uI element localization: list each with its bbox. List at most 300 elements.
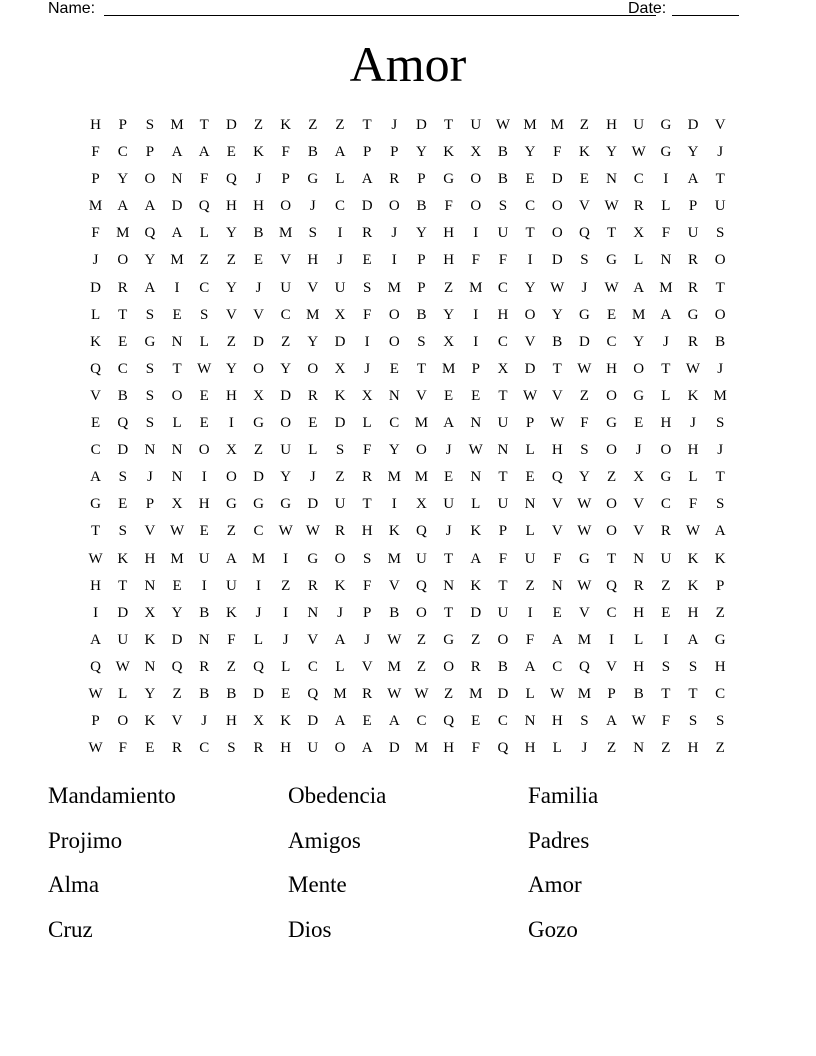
grid-letter[interactable]: S — [716, 415, 725, 432]
grid-letter[interactable]: P — [362, 604, 372, 621]
grid-letter[interactable]: D — [334, 333, 346, 350]
grid-letter[interactable]: L — [308, 442, 318, 459]
grid-letter[interactable]: V — [416, 387, 427, 404]
grid-letter[interactable]: D — [171, 631, 183, 648]
grid-letter[interactable]: L — [634, 631, 644, 648]
grid-letter[interactable]: R — [688, 279, 699, 296]
grid-letter[interactable]: O — [280, 415, 292, 432]
grid-letter[interactable]: C — [389, 415, 400, 432]
grid-letter[interactable]: V — [307, 631, 319, 648]
grid-letter[interactable]: D — [117, 604, 129, 621]
grid-letter[interactable]: X — [443, 333, 455, 350]
grid-letter[interactable]: N — [524, 496, 536, 513]
grid-letter[interactable]: S — [661, 658, 671, 675]
grid-letter[interactable]: J — [445, 442, 452, 459]
grid-letter[interactable]: Q — [144, 225, 156, 242]
grid-letter[interactable]: I — [473, 333, 479, 350]
grid-letter[interactable]: U — [198, 550, 210, 567]
grid-letter[interactable]: Y — [144, 685, 156, 702]
grid-letter[interactable]: J — [581, 279, 588, 296]
grid-letter[interactable]: H — [280, 740, 292, 757]
grid-letter[interactable]: M — [441, 360, 456, 377]
grid-letter[interactable]: L — [525, 523, 535, 540]
grid-letter[interactable]: O — [633, 360, 645, 377]
grid-letter[interactable]: W — [685, 360, 701, 377]
grid-letter[interactable]: J — [391, 225, 398, 242]
grid-letter[interactable]: M — [414, 469, 429, 486]
grid-letter[interactable]: N — [443, 577, 455, 594]
grid-letter[interactable]: N — [388, 387, 400, 404]
grid-letter[interactable]: F — [362, 442, 372, 459]
grid-letter[interactable]: R — [633, 577, 644, 594]
grid-letter[interactable]: N — [171, 442, 183, 459]
grid-letter[interactable]: S — [308, 225, 317, 242]
grid-letter[interactable]: L — [335, 171, 345, 188]
grid-letter[interactable]: I — [663, 171, 669, 188]
grid-letter[interactable]: P — [417, 171, 426, 188]
grid-letter[interactable]: E — [226, 144, 236, 161]
grid-letter[interactable]: O — [171, 387, 183, 404]
grid-letter[interactable]: G — [443, 171, 455, 188]
grid-letter[interactable]: M — [632, 306, 646, 323]
grid-letter[interactable]: X — [171, 496, 183, 513]
grid-letter[interactable]: W — [278, 523, 293, 540]
grid-letter[interactable]: W — [550, 415, 565, 432]
grid-letter[interactable]: Q — [443, 713, 455, 730]
grid-letter[interactable]: G — [660, 117, 672, 133]
grid-letter[interactable]: Z — [606, 740, 617, 757]
grid-letter[interactable]: G — [307, 550, 319, 567]
grid-letter[interactable]: U — [443, 496, 455, 513]
grid-letter[interactable]: A — [171, 144, 183, 161]
grid-letter[interactable]: N — [551, 577, 563, 594]
grid-letter[interactable]: D — [253, 685, 264, 702]
grid-letter[interactable]: L — [118, 685, 128, 702]
grid-letter[interactable]: M — [333, 685, 347, 702]
grid-letter[interactable]: U — [280, 442, 292, 459]
grid-letter[interactable]: L — [661, 198, 671, 215]
grid-letter[interactable]: V — [524, 333, 536, 350]
grid-letter[interactable]: F — [553, 144, 562, 161]
grid-letter[interactable]: D — [578, 333, 590, 350]
grid-letter[interactable]: B — [253, 225, 264, 242]
grid-letter[interactable]: K — [334, 387, 346, 404]
grid-letter[interactable]: O — [388, 198, 400, 215]
grid-letter[interactable]: L — [362, 415, 372, 432]
grid-letter[interactable]: R — [253, 740, 264, 757]
grid-letter[interactable]: E — [199, 523, 209, 540]
grid-letter[interactable]: P — [417, 252, 426, 269]
grid-letter[interactable]: L — [688, 469, 698, 486]
grid-letter[interactable]: E — [172, 577, 182, 594]
grid-letter[interactable]: S — [145, 306, 155, 323]
grid-letter[interactable]: C — [660, 496, 671, 513]
grid-letter[interactable]: M — [387, 550, 401, 567]
grid-letter[interactable]: T — [118, 577, 128, 594]
grid-letter[interactable]: C — [497, 713, 508, 730]
grid-letter[interactable]: S — [580, 713, 589, 730]
grid-letter[interactable]: H — [225, 387, 237, 404]
grid-letter[interactable]: W — [577, 523, 592, 540]
grid-letter[interactable]: G — [307, 171, 319, 188]
grid-letter[interactable]: K — [388, 523, 400, 540]
grid-letter[interactable]: D — [280, 387, 292, 404]
grid-letter[interactable]: E — [199, 387, 209, 404]
grid-letter[interactable]: J — [662, 333, 669, 350]
grid-letter[interactable]: U — [117, 631, 129, 648]
grid-letter[interactable]: F — [444, 198, 453, 215]
grid-letter[interactable]: I — [473, 306, 479, 323]
grid-letter[interactable]: G — [687, 306, 699, 323]
grid-letter[interactable]: H — [225, 713, 237, 730]
grid-letter[interactable]: W — [577, 577, 592, 594]
grid-letter[interactable]: K — [280, 117, 292, 133]
grid-letter[interactable]: Z — [226, 658, 236, 675]
grid-letter[interactable]: V — [253, 306, 264, 323]
grid-letter[interactable]: A — [660, 306, 672, 323]
grid-letter[interactable]: F — [688, 496, 698, 513]
grid-letter[interactable]: Z — [281, 333, 291, 350]
grid-letter[interactable]: I — [473, 225, 479, 242]
grid-letter[interactable]: R — [660, 523, 671, 540]
grid-letter[interactable]: S — [200, 306, 209, 323]
grid-letter[interactable]: Z — [172, 685, 182, 702]
grid-letter[interactable]: T — [715, 279, 725, 296]
grid-letter[interactable]: J — [337, 604, 343, 621]
grid-letter[interactable]: A — [198, 144, 210, 161]
grid-letter[interactable]: W — [387, 631, 402, 648]
grid-letter[interactable]: J — [255, 604, 262, 621]
grid-letter[interactable]: Z — [199, 252, 209, 269]
grid-letter[interactable]: P — [471, 360, 480, 377]
grid-letter[interactable]: I — [228, 415, 234, 432]
grid-letter[interactable]: T — [715, 171, 725, 188]
grid-letter[interactable]: B — [633, 685, 644, 702]
grid-letter[interactable]: Z — [579, 117, 589, 133]
grid-letter[interactable]: E — [253, 252, 264, 269]
grid-letter[interactable]: X — [470, 144, 482, 161]
grid-letter[interactable]: V — [551, 496, 563, 513]
grid-letter[interactable]: E — [118, 496, 128, 513]
grid-letter[interactable]: P — [716, 577, 725, 594]
grid-letter[interactable]: Z — [226, 333, 236, 350]
grid-letter[interactable]: H — [687, 442, 699, 459]
grid-letter[interactable]: N — [497, 442, 509, 459]
grid-letter[interactable]: G — [253, 415, 264, 432]
grid-letter[interactable]: A — [361, 171, 373, 188]
grid-letter[interactable]: W — [550, 685, 565, 702]
grid-letter[interactable]: U — [633, 117, 645, 133]
grid-letter[interactable]: J — [445, 523, 452, 540]
grid-letter[interactable]: O — [470, 171, 482, 188]
grid-letter[interactable]: M — [387, 469, 401, 486]
grid-letter[interactable]: E — [579, 171, 589, 188]
grid-letter[interactable]: R — [334, 523, 345, 540]
grid-letter[interactable]: O — [225, 469, 237, 486]
grid-letter[interactable]: A — [144, 279, 156, 296]
grid-letter[interactable]: S — [688, 713, 698, 730]
grid-letter[interactable]: E — [362, 713, 372, 730]
date-blank-line[interactable] — [672, 15, 739, 16]
grid-letter[interactable]: F — [91, 144, 100, 161]
grid-letter[interactable]: N — [633, 550, 645, 567]
grid-letter[interactable]: L — [634, 252, 644, 269]
grid-letter[interactable]: V — [578, 198, 590, 215]
grid-letter[interactable]: S — [688, 658, 698, 675]
grid-letter[interactable]: O — [524, 306, 536, 323]
grid-letter[interactable]: H — [253, 198, 264, 215]
grid-letter[interactable]: I — [283, 550, 289, 567]
grid-letter[interactable]: W — [88, 550, 103, 567]
grid-letter[interactable]: O — [388, 333, 400, 350]
grid-letter[interactable]: E — [389, 360, 399, 377]
grid-letter[interactable]: D — [470, 604, 482, 621]
grid-letter[interactable]: K — [687, 577, 699, 594]
grid-letter[interactable]: X — [253, 713, 264, 730]
grid-letter[interactable]: T — [199, 117, 209, 133]
grid-letter[interactable]: Q — [253, 658, 264, 675]
grid-letter[interactable]: X — [144, 604, 156, 621]
grid-letter[interactable]: V — [225, 306, 237, 323]
grid-letter[interactable]: X — [497, 360, 509, 377]
grid-letter[interactable]: Q — [90, 360, 101, 377]
grid-letter[interactable]: Z — [308, 117, 318, 133]
grid-letter[interactable]: L — [661, 387, 671, 404]
grid-letter[interactable]: E — [444, 469, 454, 486]
grid-letter[interactable]: N — [144, 442, 156, 459]
grid-letter[interactable]: G — [225, 496, 237, 513]
grid-letter[interactable]: B — [199, 685, 210, 702]
grid-letter[interactable]: D — [497, 685, 509, 702]
grid-letter[interactable]: Y — [633, 333, 645, 350]
grid-letter[interactable]: J — [92, 252, 99, 269]
grid-letter[interactable]: E — [308, 415, 318, 432]
grid-letter[interactable]: Y — [388, 442, 400, 459]
grid-letter[interactable]: S — [145, 387, 155, 404]
grid-letter[interactable]: W — [305, 523, 320, 540]
grid-letter[interactable]: O — [416, 604, 427, 621]
grid-letter[interactable]: X — [334, 306, 346, 323]
grid-letter[interactable]: S — [145, 415, 155, 432]
grid-letter[interactable]: D — [551, 171, 563, 188]
grid-letter[interactable]: L — [471, 496, 481, 513]
grid-letter[interactable]: Y — [171, 604, 183, 621]
grid-letter[interactable]: U — [334, 496, 346, 513]
grid-letter[interactable]: U — [497, 415, 509, 432]
grid-letter[interactable]: C — [606, 333, 617, 350]
grid-letter[interactable]: D — [307, 496, 319, 513]
grid-letter[interactable]: L — [172, 415, 182, 432]
grid-letter[interactable]: M — [523, 117, 537, 133]
grid-letter[interactable]: O — [388, 306, 400, 323]
grid-letter[interactable]: K — [253, 144, 264, 161]
grid-letter[interactable]: Z — [606, 469, 617, 486]
grid-letter[interactable]: P — [118, 117, 127, 133]
grid-letter[interactable]: K — [334, 577, 346, 594]
grid-letter[interactable]: E — [471, 713, 481, 730]
grid-letter[interactable]: G — [253, 496, 264, 513]
grid-letter[interactable]: C — [334, 198, 345, 215]
grid-letter[interactable]: S — [716, 713, 725, 730]
grid-letter[interactable]: Z — [335, 469, 345, 486]
grid-letter[interactable]: V — [578, 604, 590, 621]
grid-letter[interactable]: K — [280, 713, 292, 730]
grid-letter[interactable]: E — [90, 415, 101, 432]
grid-letter[interactable]: S — [498, 198, 508, 215]
grid-letter[interactable]: O — [606, 387, 617, 404]
grid-letter[interactable]: P — [390, 144, 399, 161]
grid-letter[interactable]: O — [660, 442, 672, 459]
grid-letter[interactable]: T — [498, 469, 508, 486]
grid-letter[interactable]: E — [172, 306, 182, 323]
grid-letter[interactable]: F — [362, 306, 372, 323]
grid-letter[interactable]: A — [90, 469, 101, 486]
grid-letter[interactable]: S — [145, 117, 155, 133]
grid-letter[interactable]: H — [225, 198, 237, 215]
grid-letter[interactable]: P — [362, 144, 372, 161]
grid-letter[interactable]: E — [471, 387, 481, 404]
grid-letter[interactable]: V — [144, 523, 156, 540]
grid-letter[interactable]: L — [552, 740, 562, 757]
grid-letter[interactable]: J — [717, 144, 724, 161]
grid-letter[interactable]: D — [524, 360, 536, 377]
grid-letter[interactable]: F — [362, 577, 372, 594]
grid-letter[interactable]: C — [280, 306, 291, 323]
grid-letter[interactable]: U — [334, 279, 346, 296]
grid-letter[interactable]: A — [225, 550, 237, 567]
name-blank-line[interactable] — [104, 15, 656, 16]
grid-letter[interactable]: N — [171, 469, 183, 486]
grid-letter[interactable]: W — [550, 279, 565, 296]
grid-letter[interactable]: R — [307, 387, 318, 404]
grid-letter[interactable]: Q — [171, 658, 183, 675]
grid-letter[interactable]: W — [88, 740, 103, 757]
grid-letter[interactable]: S — [145, 360, 155, 377]
grid-letter[interactable]: M — [469, 279, 483, 296]
grid-letter[interactable]: I — [174, 279, 180, 296]
grid-letter[interactable]: G — [606, 252, 617, 269]
grid-letter[interactable]: S — [580, 442, 589, 459]
grid-letter[interactable]: G — [606, 415, 617, 432]
grid-letter[interactable]: V — [307, 279, 319, 296]
grid-letter[interactable]: E — [199, 415, 209, 432]
grid-letter[interactable]: A — [687, 171, 699, 188]
grid-letter[interactable]: H — [606, 117, 617, 133]
grid-letter[interactable]: Q — [606, 577, 617, 594]
grid-letter[interactable]: K — [225, 604, 237, 621]
grid-letter[interactable]: O — [198, 442, 210, 459]
grid-letter[interactable]: N — [606, 171, 617, 188]
grid-letter[interactable]: D — [307, 713, 319, 730]
grid-letter[interactable]: U — [660, 550, 672, 567]
grid-letter[interactable]: E — [634, 415, 644, 432]
grid-letter[interactable]: V — [633, 496, 645, 513]
grid-letter[interactable]: Z — [226, 523, 236, 540]
grid-letter[interactable]: H — [307, 252, 319, 269]
grid-letter[interactable]: C — [117, 144, 128, 161]
grid-letter[interactable]: A — [90, 631, 101, 648]
grid-letter[interactable]: H — [660, 415, 672, 432]
grid-letter[interactable]: K — [443, 144, 455, 161]
grid-letter[interactable]: Z — [471, 631, 481, 648]
grid-letter[interactable]: Y — [524, 279, 536, 296]
grid-letter[interactable]: A — [443, 415, 455, 432]
grid-letter[interactable]: I — [609, 631, 615, 648]
grid-letter[interactable]: M — [577, 631, 592, 648]
grid-letter[interactable]: G — [714, 631, 726, 648]
grid-letter[interactable]: E — [145, 740, 155, 757]
grid-letter[interactable]: P — [688, 198, 698, 215]
grid-letter[interactable]: T — [172, 360, 182, 377]
grid-letter[interactable]: T — [90, 523, 101, 540]
grid-letter[interactable]: N — [144, 577, 156, 594]
grid-letter[interactable]: H — [443, 740, 455, 757]
grid-letter[interactable]: F — [553, 550, 562, 567]
grid-letter[interactable]: Z — [281, 577, 291, 594]
grid-letter[interactable]: T — [444, 604, 454, 621]
grid-letter[interactable]: M — [279, 225, 293, 242]
grid-letter[interactable]: S — [227, 740, 236, 757]
grid-letter[interactable]: C — [497, 333, 508, 350]
grid-letter[interactable]: B — [552, 333, 563, 350]
grid-letter[interactable]: T — [715, 469, 725, 486]
grid-letter[interactable]: G — [90, 496, 101, 513]
grid-letter[interactable]: K — [470, 523, 482, 540]
grid-letter[interactable]: J — [255, 171, 262, 188]
grid-letter[interactable]: B — [497, 171, 508, 188]
grid-letter[interactable]: Z — [525, 577, 535, 594]
grid-letter[interactable]: Q — [551, 469, 563, 486]
grid-letter[interactable]: Y — [225, 360, 237, 377]
grid-letter[interactable]: R — [688, 252, 699, 269]
grid-letter[interactable]: A — [144, 198, 156, 215]
grid-letter[interactable]: V — [361, 658, 373, 675]
grid-letter[interactable]: K — [687, 550, 699, 567]
grid-letter[interactable]: T — [688, 685, 698, 702]
grid-letter[interactable]: Q — [416, 577, 427, 594]
grid-letter[interactable]: T — [362, 496, 372, 513]
grid-letter[interactable]: O — [497, 631, 509, 648]
grid-letter[interactable]: S — [417, 333, 426, 350]
grid-letter[interactable]: W — [169, 523, 185, 540]
grid-letter[interactable]: V — [606, 658, 617, 675]
grid-letter[interactable]: B — [715, 333, 726, 350]
grid-letter[interactable]: F — [200, 171, 209, 188]
grid-letter[interactable]: W — [631, 713, 646, 730]
grid-letter[interactable]: J — [391, 117, 398, 133]
grid-letter[interactable]: T — [444, 117, 454, 133]
grid-letter[interactable]: E — [606, 306, 617, 323]
grid-letter[interactable]: R — [199, 658, 210, 675]
grid-letter[interactable]: J — [255, 279, 262, 296]
grid-letter[interactable]: R — [172, 740, 183, 757]
grid-letter[interactable]: I — [283, 604, 289, 621]
grid-letter[interactable]: X — [633, 469, 645, 486]
grid-letter[interactable]: T — [606, 550, 617, 567]
grid-letter[interactable]: G — [280, 496, 292, 513]
grid-letter[interactable]: F — [281, 144, 290, 161]
grid-letter[interactable]: C — [606, 604, 617, 621]
grid-letter[interactable]: Y — [443, 306, 455, 323]
grid-letter[interactable]: H — [687, 740, 699, 757]
grid-letter[interactable]: P — [525, 415, 535, 432]
grid-letter[interactable]: R — [389, 171, 400, 188]
grid-letter[interactable]: D — [388, 740, 400, 757]
grid-letter[interactable]: B — [389, 604, 400, 621]
grid-letter[interactable]: G — [443, 631, 455, 648]
grid-letter[interactable]: Z — [226, 252, 236, 269]
grid-letter[interactable]: L — [199, 225, 209, 242]
